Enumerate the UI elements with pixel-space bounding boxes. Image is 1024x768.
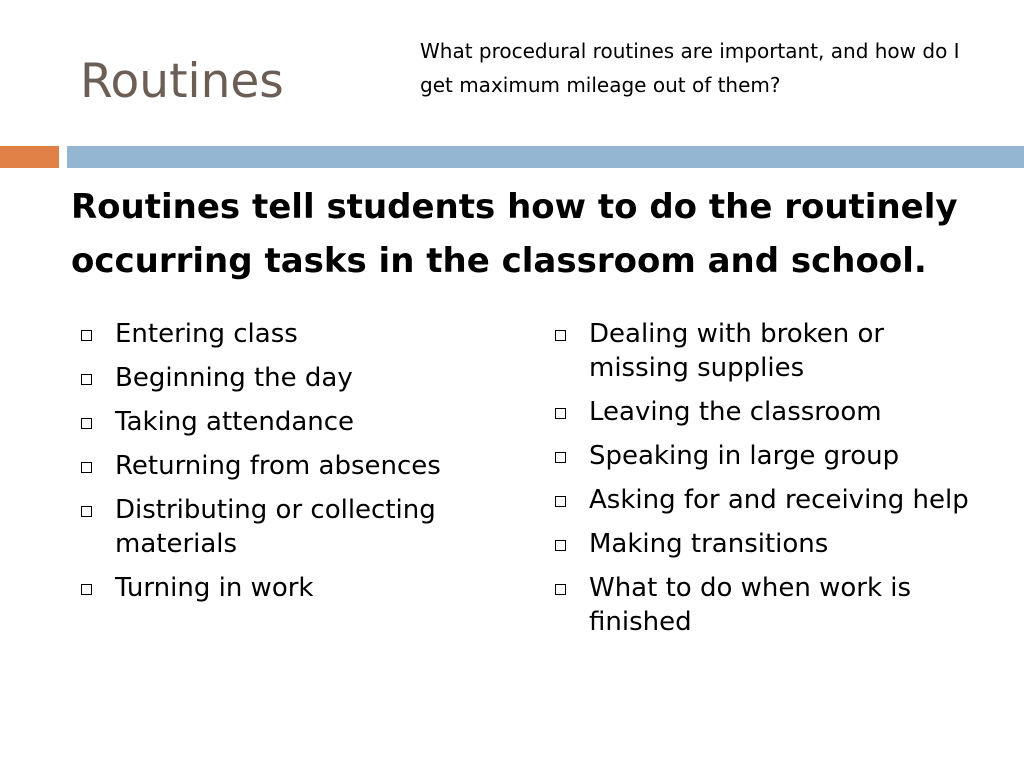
list-item — [78, 361, 508, 395]
accent-bar-blue — [67, 146, 1024, 168]
slide-subtitle: What procedural routines are important, and how do I get maximum mileage out of them? — [420, 39, 960, 97]
list-item-label: Beginning the day — [115, 363, 353, 393]
list-item — [552, 527, 992, 561]
routine-list-left — [78, 317, 508, 615]
hollow-square-icon — [81, 506, 92, 517]
hollow-square-icon — [555, 330, 566, 341]
list-item-label: Entering class — [115, 319, 298, 349]
hollow-square-icon — [81, 584, 92, 595]
list-item-label: Asking for and receiving help — [589, 485, 969, 515]
lead-statement: Routines tell students how to do the routinely occurring tasks in the classroom and school. — [71, 187, 958, 281]
list-item-label: Making transitions — [589, 529, 829, 559]
hollow-square-icon — [555, 496, 566, 507]
list-item-label: What to do when work is finished — [589, 573, 912, 637]
list-item — [78, 317, 508, 351]
hollow-square-icon — [555, 408, 566, 419]
list-item — [78, 449, 508, 483]
hollow-square-icon — [555, 540, 566, 551]
list-item — [78, 571, 508, 605]
hollow-square-icon — [555, 452, 566, 463]
list-item — [552, 395, 992, 429]
list-item-label: Returning from absences — [115, 451, 441, 481]
list-item-label: Turning in work — [115, 573, 314, 603]
hollow-square-icon — [555, 584, 566, 595]
hollow-square-icon — [81, 418, 92, 429]
list-item — [78, 493, 508, 561]
list-item — [552, 571, 992, 639]
slide-title: Routines — [80, 54, 284, 109]
list-item — [552, 439, 992, 473]
accent-bar-orange — [0, 146, 59, 168]
hollow-square-icon — [81, 462, 92, 473]
list-item — [552, 483, 992, 517]
list-item-label: Dealing with broken or missing supplies — [589, 319, 885, 383]
routine-list-right — [552, 317, 992, 649]
list-item-label: Distributing or collecting materials — [115, 495, 436, 559]
list-item-label: Taking attendance — [115, 407, 355, 437]
hollow-square-icon — [81, 330, 92, 341]
list-item — [552, 317, 992, 385]
list-item — [78, 405, 508, 439]
list-item-label: Speaking in large group — [589, 441, 900, 471]
hollow-square-icon — [81, 374, 92, 385]
list-item-label: Leaving the classroom — [589, 397, 882, 427]
